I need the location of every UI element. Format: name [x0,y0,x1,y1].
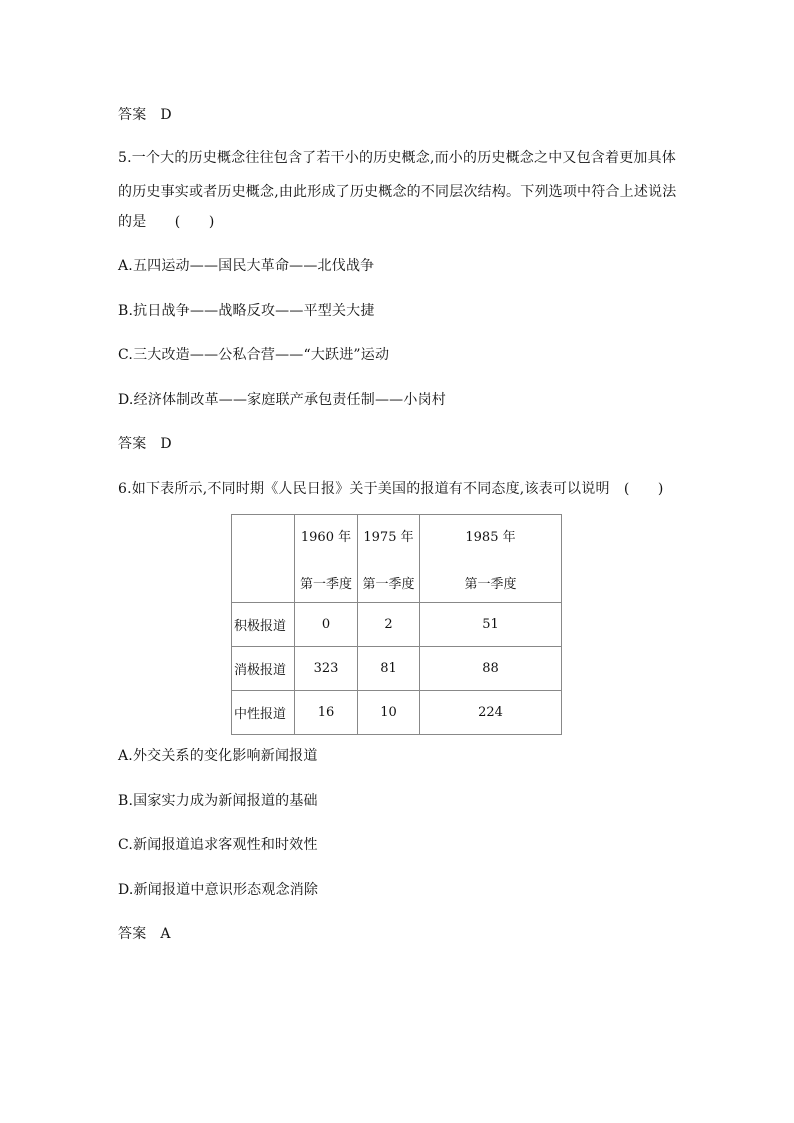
answer-label: 答案 [118,436,147,452]
header-quarter: 第一季度 [362,576,415,592]
table-cell: 10 [358,691,420,735]
row-label: 中性报道 [232,691,295,735]
table-cell: 323 [295,647,358,691]
table-row [232,691,562,735]
row-label: 积极报道 [232,603,295,647]
table-cell: 51 [420,603,562,647]
table-header-1960 [295,515,358,603]
table-cell: 16 [295,691,358,735]
header-year: 1960 年 [300,529,352,545]
table-corner-cell [232,515,295,603]
answer-label: 答案 [118,926,147,942]
table-cell: 88 [420,647,562,691]
q6-option-c: C.新闻报道追求客观性和时效性 [118,837,318,853]
question-5-line-1: 5.一个大的历史概念往往包含了若干小的历史概念,而小的历史概念之中又包含着更加具体 [118,150,677,166]
q6-option-b: B.国家实力成为新闻报道的基础 [118,793,318,809]
table-cell: 2 [358,603,420,647]
header-year: 1975 年 [363,529,414,545]
table-cell: 224 [420,691,562,735]
header-quarter: 第一季度 [464,576,517,592]
answer-value: D [160,107,172,123]
table-row [232,647,562,691]
question-5-line-2: 的历史事实或者历史概念,由此形成了历史概念的不同层次结构。下列选项中符合上述说法 [118,184,677,200]
answer-label: 答案 [118,107,147,123]
report-table [231,514,562,735]
question-6-stem: 6.如下表所示,不同时期《人民日报》关于美国的报道有不同态度,该表可以说明 ( ) [118,481,664,497]
table-cell: 81 [358,647,420,691]
answer-line-q5 [118,433,172,453]
question-5-line-3: 的是 ( ) [118,214,215,230]
q5-option-b: B.抗日战争——战略反攻——平型关大捷 [118,303,375,319]
answer-line-q4 [118,104,172,124]
q5-option-d: D.经济体制改革——家庭联产承包责任制——小岗村 [118,392,446,408]
table-header-row [232,515,562,603]
q6-option-d: D.新闻报道中意识形态观念消除 [118,882,319,898]
q6-option-a: A.外交关系的变化影响新闻报道 [118,748,318,764]
table-header-1975 [358,515,420,603]
answer-line-q6 [118,923,171,943]
table-cell: 0 [295,603,358,647]
q5-option-a: A.五四运动——国民大革命——北伐战争 [118,258,375,274]
table-row [232,603,562,647]
header-year: 1985 年 [465,529,516,545]
answer-value: A [160,926,171,942]
answer-value: D [160,436,172,452]
table-header-1985 [420,515,562,603]
row-label: 消极报道 [232,647,295,691]
q5-option-c: C.三大改造——公私合营——“大跃进”运动 [118,347,390,363]
header-quarter: 第一季度 [299,576,352,592]
